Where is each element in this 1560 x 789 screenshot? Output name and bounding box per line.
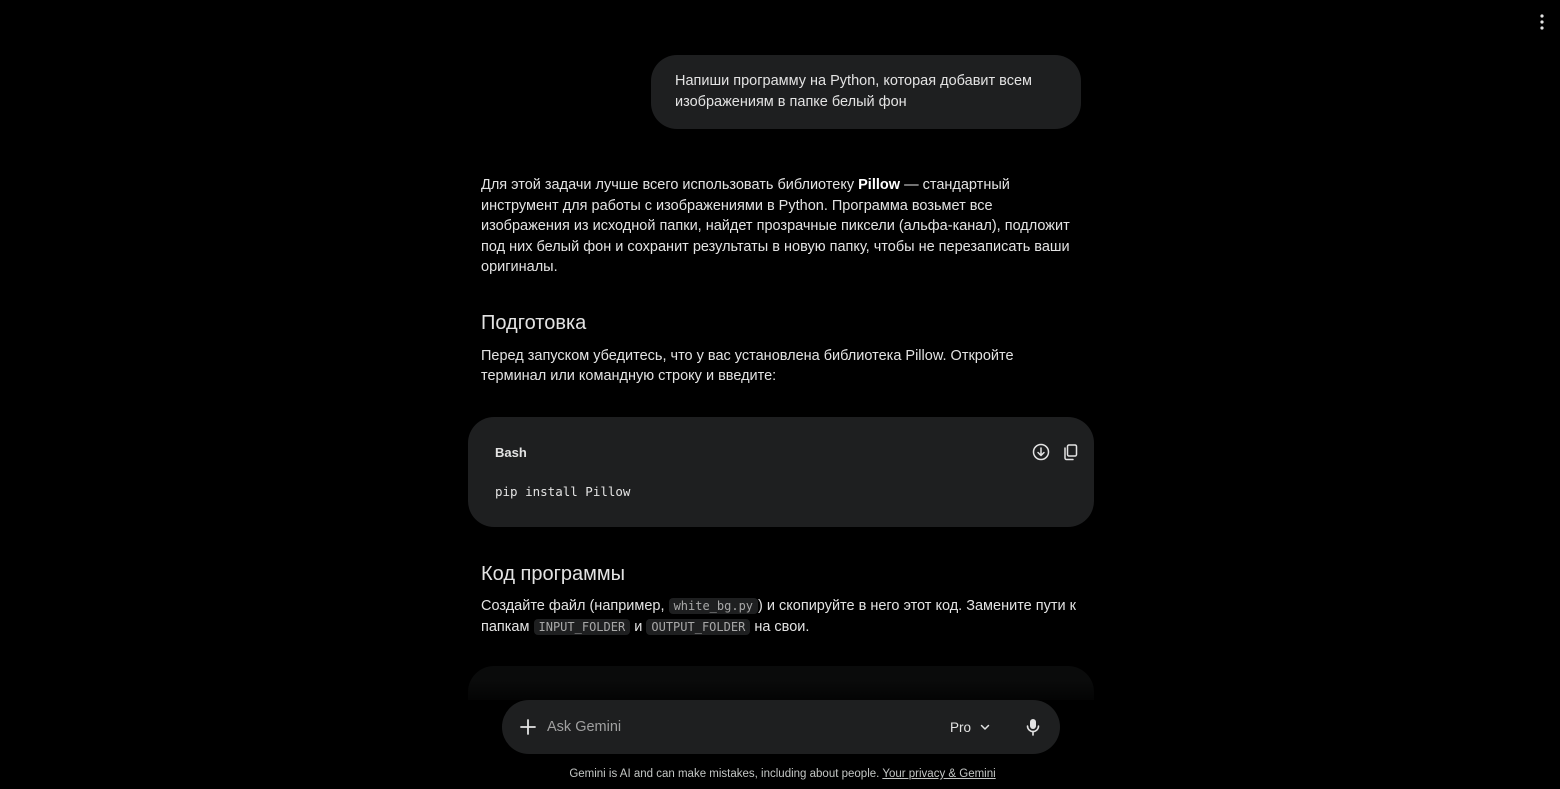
heading-program-code: Код программы bbox=[481, 563, 626, 585]
instructions-text-1: Создайте файл (например, bbox=[481, 598, 669, 614]
inline-code-filename: white_bg.py bbox=[669, 598, 758, 614]
mic-icon[interactable] bbox=[1022, 716, 1044, 738]
code-section bbox=[481, 561, 1081, 637]
user-message-line-2: изображениям в папке белый фон bbox=[675, 93, 907, 110]
privacy-link[interactable]: Your privacy & Gemini bbox=[882, 768, 996, 780]
inline-code-input-folder: INPUT_FOLDER bbox=[534, 619, 631, 635]
model-selector[interactable] bbox=[950, 715, 991, 739]
download-icon[interactable] bbox=[1032, 443, 1050, 461]
plus-icon[interactable] bbox=[517, 716, 539, 738]
copy-icon[interactable] bbox=[1062, 443, 1080, 461]
disclaimer-text: Gemini is AI and can make mistakes, including about people. bbox=[569, 768, 883, 780]
user-message-bubble bbox=[651, 55, 1081, 129]
disclaimer bbox=[0, 768, 1560, 780]
instructions-text-4: на свои. bbox=[750, 618, 810, 635]
user-message-line-1: Напиши программу на Python, которая добавит всем bbox=[675, 73, 1032, 89]
model-label: Pro bbox=[950, 719, 972, 735]
instructions-text-3: и bbox=[630, 618, 647, 635]
code-content: pip install Pillow bbox=[495, 484, 631, 499]
code-language-label: Bash bbox=[495, 445, 527, 460]
prompt-composer bbox=[502, 700, 1060, 754]
heading-preparation: Подготовка bbox=[481, 311, 587, 334]
intro-bold-pillow: Pillow bbox=[858, 177, 901, 193]
code-instructions bbox=[481, 596, 1081, 637]
chevron-down-icon bbox=[979, 721, 991, 733]
preparation-text: Перед запуском убедитесь, что у вас установлена библиотека Pillow. Откройте терминал или командную строку и введите: bbox=[481, 347, 1014, 384]
ask-gemini-input[interactable] bbox=[547, 715, 937, 739]
instructions-text-2: ) и скопируйте в него этот код. Замените пути к папкам bbox=[481, 598, 1076, 635]
code-block bbox=[468, 417, 1094, 527]
intro-text-rest: — стандартный инструмент для работы с изображениями в Python. Программа возьмет все изображения из исходной папки, найдет прозрачные пиксели (альфа-канал), подложит под них белый фон и сохранит результаты в новую папку, чтобы не перезаписать ваши оригиналы. bbox=[481, 177, 1070, 275]
inline-code-output-folder: OUTPUT_FOLDER bbox=[646, 619, 750, 635]
response-intro bbox=[481, 175, 1081, 278]
code-actions bbox=[1032, 443, 1080, 461]
intro-text: Для этой задачи лучше всего использовать библиотеку bbox=[481, 177, 859, 193]
more-options-icon[interactable] bbox=[1532, 10, 1552, 34]
model-response bbox=[481, 175, 1081, 387]
